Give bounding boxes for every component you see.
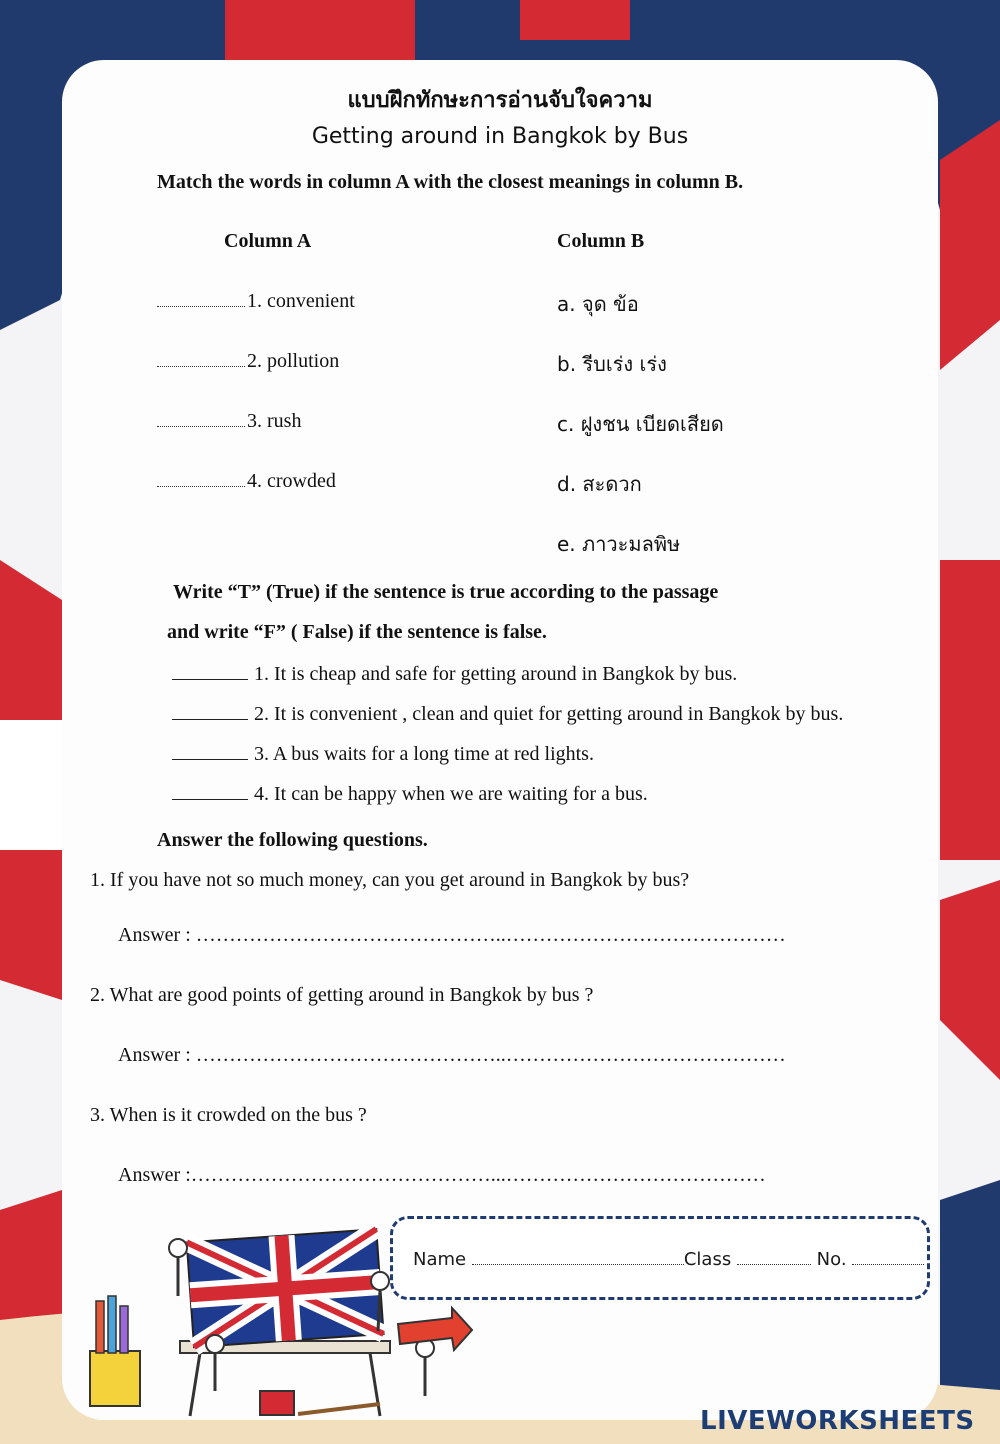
class-label: Class	[683, 1249, 732, 1270]
answer-line-2[interactable]: Answer : ………………………………………..……………………………………	[118, 1044, 786, 1066]
column-a-header: Column A	[224, 230, 312, 252]
tf-answer-blank[interactable]	[172, 661, 248, 680]
number-label: No.	[816, 1249, 847, 1270]
tf-instruction-line1: Write “T” (True) if the sentence is true according to the passage	[173, 581, 719, 603]
number-field[interactable]	[852, 1252, 924, 1265]
answer-line-1[interactable]: Answer : ………………………………………..……………………………………	[118, 924, 786, 946]
questions-instruction: Answer the following questions.	[157, 829, 428, 851]
tf-answer-blank[interactable]	[172, 701, 248, 720]
column-b-header: Column B	[557, 230, 645, 252]
match-answer-blank[interactable]	[157, 472, 245, 487]
question-1: 1. If you have not so much money, can you get around in Bangkok by bus?	[90, 869, 690, 891]
match-answer-blank[interactable]	[157, 412, 245, 427]
student-info-fields	[413, 1249, 924, 1270]
tf-item-4: 4. It can be happy when we are waiting for a bus.	[172, 781, 648, 806]
tf-answer-blank[interactable]	[172, 781, 248, 800]
tf-item-2: 2. It is convenient , clean and quiet for getting around in Bangkok by bus.	[172, 701, 843, 726]
liveworksheets-logo: LIVEWORKSHEETS	[700, 1406, 975, 1436]
question-3: 3. When is it crowded on the bus ?	[90, 1104, 367, 1126]
tf-instruction-line2: and write “F” ( False) if the sentence is false.	[167, 621, 547, 643]
question-2: 2. What are good points of getting around in Bangkok by bus ?	[90, 984, 594, 1006]
match-item-a4: 4. crowded	[157, 470, 336, 493]
match-item-a1: 1. convenient	[157, 290, 355, 313]
match-option-b-d: d. สะดวก	[557, 472, 642, 496]
match-item-a2: 2. pollution	[157, 350, 339, 373]
name-field[interactable]	[472, 1252, 684, 1265]
matching-instruction: Match the words in column A with the closest meanings in column B.	[157, 171, 744, 193]
page-title-english: Getting around in Bangkok by Bus	[311, 124, 689, 149]
match-option-b-c: c. ฝูงชน เบียดเสียด	[557, 412, 724, 436]
painting-flag-illustration	[80, 1226, 480, 1426]
name-label: Name	[413, 1249, 467, 1270]
answer-line-3[interactable]: Answer :………………………………………...…………………………………	[118, 1164, 766, 1186]
match-option-b-a: a. จุด ข้อ	[557, 292, 639, 316]
match-answer-blank[interactable]	[157, 352, 245, 367]
class-field[interactable]	[737, 1252, 811, 1265]
match-option-b-b: b. รีบเร่ง เร่ง	[557, 352, 667, 376]
match-item-a3: 3. rush	[157, 410, 301, 433]
tf-item-1: 1. It is cheap and safe for getting around in Bangkok by bus.	[172, 661, 737, 686]
page-title-thai: แบบฝึกทักษะการอ่านจับใจความ	[347, 88, 653, 113]
match-option-b-e: e. ภาวะมลพิษ	[557, 532, 681, 556]
match-answer-blank[interactable]	[157, 292, 245, 307]
tf-answer-blank[interactable]	[172, 741, 248, 760]
tf-item-3: 3. A bus waits for a long time at red lights.	[172, 741, 594, 766]
